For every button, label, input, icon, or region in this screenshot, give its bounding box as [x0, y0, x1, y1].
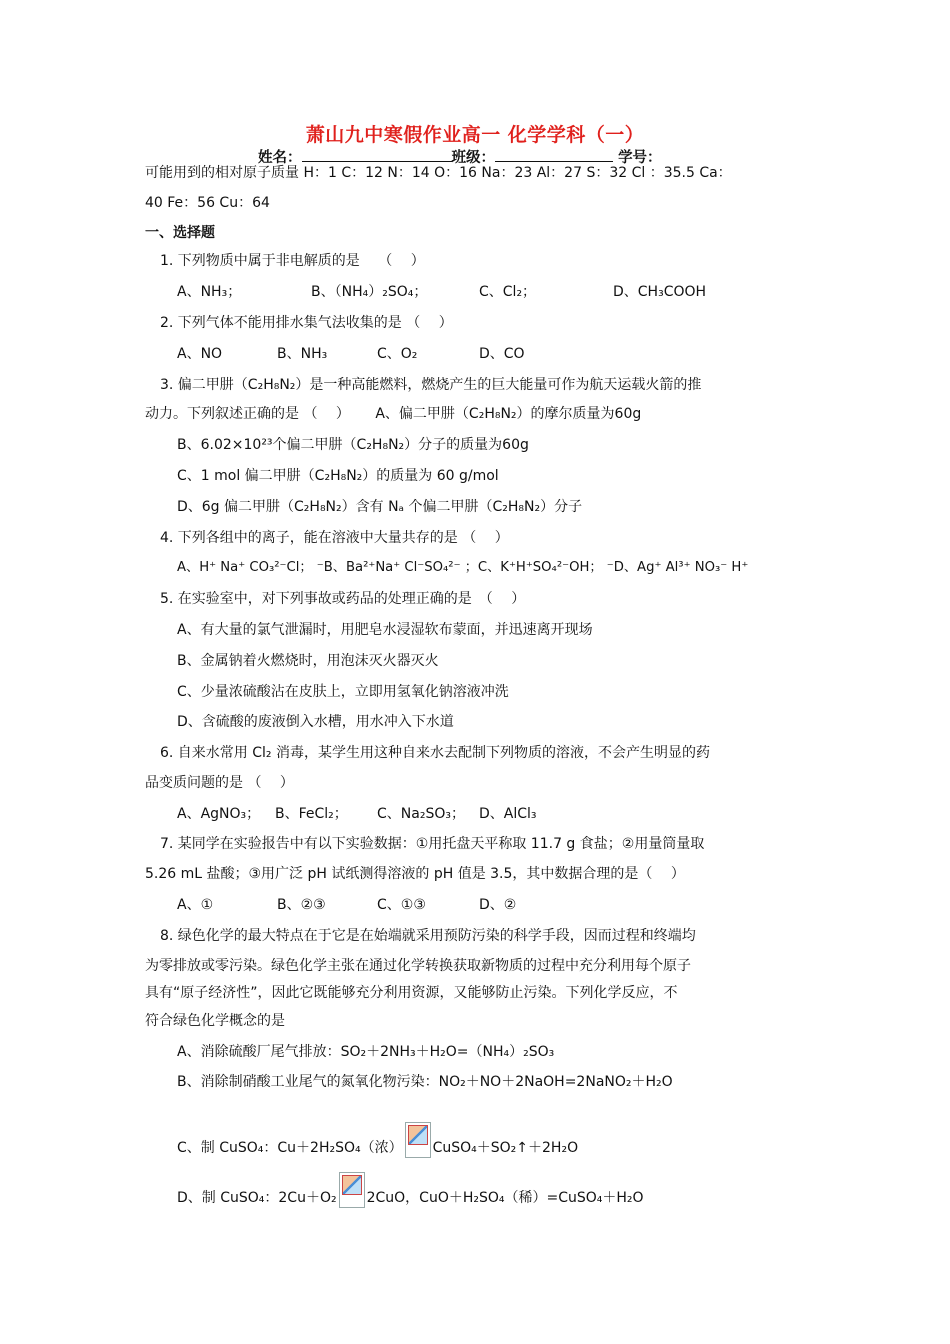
q7-option-d[interactable]: D、②	[479, 897, 517, 913]
q5-option-c[interactable]: C、少量浓硫酸沾在皮肤上，立即用氢氧化钠溶液冲洗	[177, 684, 509, 700]
q1-option-b[interactable]: B、（NH₄）₂SO₄；	[311, 284, 428, 300]
q7-option-b[interactable]: B、②③	[277, 897, 326, 913]
q8-option-c-left: C、制 CuSO₄：Cu＋2H₂SO₄（浓）	[177, 1140, 403, 1156]
q3-option-b[interactable]: B、6.02×10²³个偏二甲肼（C₂H₈N₂）分子的质量为60g	[177, 437, 529, 453]
q2-option-b[interactable]: B、NH₃	[277, 346, 328, 362]
q5-stem: 5. 在实验室中，对下列事故或药品的处理正确的是 （ ）	[160, 591, 526, 607]
name-label: 姓名：	[258, 150, 302, 166]
q7-stem-line-1: 7. 某同学在实验报告中有以下实验数据：①用托盘天平称取 11.7 g 食盐；②用量筒量取	[160, 836, 705, 852]
q5-option-d[interactable]: D、含硫酸的废液倒入水槽，用水冲入下水道	[177, 714, 454, 730]
q5-option-b[interactable]: B、金属钠着火燃烧时，用泡沫灭火器灭火	[177, 653, 439, 669]
q6-option-b[interactable]: B、FeCl₂；	[275, 806, 348, 822]
number-label: 学号：	[618, 150, 662, 166]
q8-option-c[interactable]	[177, 1122, 578, 1158]
class-label: 班级：	[451, 150, 495, 166]
q7-option-a[interactable]: A、①	[177, 897, 214, 913]
q4-options[interactable]: A、H⁺ Na⁺ CO₃²⁻Cl； ⁻B、Ba²⁺Na⁺ Cl⁻SO₄²⁻ ；C、K⁺H⁺SO₄²⁻OH； ⁻D、Ag⁺ Al³⁺ NO₃⁻ H⁺	[177, 560, 749, 575]
class-blank[interactable]	[495, 147, 613, 162]
q8-option-d[interactable]	[177, 1172, 644, 1208]
reaction-condition-image-icon	[405, 1122, 431, 1158]
q6-option-d[interactable]: D、AlCl₃	[479, 806, 537, 822]
q8-stem-line-3: 具有“原子经济性”，因此它既能够充分利用资源，又能够防止污染。下列化学反应，不	[145, 985, 678, 1001]
q1-option-a[interactable]: A、NH₃；	[177, 284, 242, 300]
q6-option-a[interactable]: A、AgNO₃；	[177, 806, 261, 822]
q3-option-c[interactable]: C、1 mol 偏二甲肼（C₂H₈N₂）的质量为 60 g/mol	[177, 468, 499, 484]
q6-stem-line-2: 品变质问题的是 （ ）	[145, 775, 294, 791]
q3-stem-line-1: 3. 偏二甲肼（C₂H₈N₂）是一种高能燃料，燃烧产生的巨大能量可作为航天运载火箭的推	[160, 377, 702, 393]
q8-option-c-right: CuSO₄＋SO₂↑＋2H₂O	[432, 1140, 579, 1156]
q3-option-d[interactable]: D、6g 偏二甲肼（C₂H₈N₂）含有 Nₐ 个偏二甲肼（C₂H₈N₂）分子	[177, 499, 583, 515]
atomic-mass-line-1: 可能用到的相对原子质量 H：1 C：12 N：14 O：16 Na：23 Al：27 S：32 Cl ：35.5 Ca：	[145, 165, 732, 181]
q8-option-d-right: 2CuO，CuO＋H₂SO₄（稀）=CuSO₄＋H₂O	[366, 1190, 644, 1206]
q2-option-a[interactable]: A、NO	[177, 346, 223, 362]
q1-option-d[interactable]: D、CH₃COOH	[613, 284, 707, 300]
q8-stem-line-2: 为零排放或零污染。绿色化学主张在通过化学转换获取新物质的过程中充分利用每个原子	[145, 958, 691, 974]
q1-stem: 1. 下列物质中属于非电解质的是 （ ）	[160, 253, 425, 269]
q8-stem-line-4: 符合绿色化学概念的是	[145, 1013, 285, 1029]
q8-stem-line-1: 8. 绿色化学的最大特点在于它是在始端就采用预防污染的科学手段，因而过程和终端均	[160, 928, 696, 944]
reaction-condition-image-icon	[339, 1172, 365, 1208]
q6-option-c[interactable]: C、Na₂SO₃；	[377, 806, 465, 822]
q5-option-a[interactable]: A、有大量的氯气泄漏时，用肥皂水浸湿软布蒙面，并迅速离开现场	[177, 622, 593, 638]
page-title: 萧山九中寒假作业高一 化学学科（一）	[305, 124, 645, 146]
q8-option-b[interactable]: B、消除制硝酸工业尾气的氮氧化物污染：NO₂＋NO＋2NaOH=2NaNO₂＋H₂O	[177, 1074, 673, 1090]
q7-stem-line-2: 5.26 mL 盐酸；③用广泛 pH 试纸测得溶液的 pH 值是 3.5，其中数据合理的是（ ）	[145, 866, 685, 882]
q8-option-a[interactable]: A、消除硫酸厂尾气排放：SO₂＋2NH₃＋H₂O=（NH₄）₂SO₃	[177, 1044, 555, 1060]
q2-option-c[interactable]: C、O₂	[377, 346, 418, 362]
q7-option-c[interactable]: C、①③	[377, 897, 426, 913]
atomic-mass-line-2: 40 Fe：56 Cu：64	[145, 195, 270, 211]
q2-option-d[interactable]: D、CO	[479, 346, 525, 362]
section-heading: 一、选择题	[145, 225, 215, 241]
q2-stem: 2. 下列气体不能用排水集气法收集的是 （ ）	[160, 315, 453, 331]
q8-option-d-left: D、制 CuSO₄：2Cu＋O₂	[177, 1190, 337, 1206]
q3-stem-line-2: 动力。下列叙述正确的是 （ ） A、偏二甲肼（C₂H₈N₂）的摩尔质量为60g	[145, 406, 642, 422]
q6-stem-line-1: 6. 自来水常用 Cl₂ 消毒，某学生用这种自来水去配制下列物质的溶液，不会产生明显的药	[160, 745, 710, 761]
q1-option-c[interactable]: C、Cl₂；	[479, 284, 537, 300]
name-blank[interactable]	[302, 147, 452, 162]
q4-stem: 4. 下列各组中的离子，能在溶液中大量共存的是 （ ）	[160, 530, 509, 546]
